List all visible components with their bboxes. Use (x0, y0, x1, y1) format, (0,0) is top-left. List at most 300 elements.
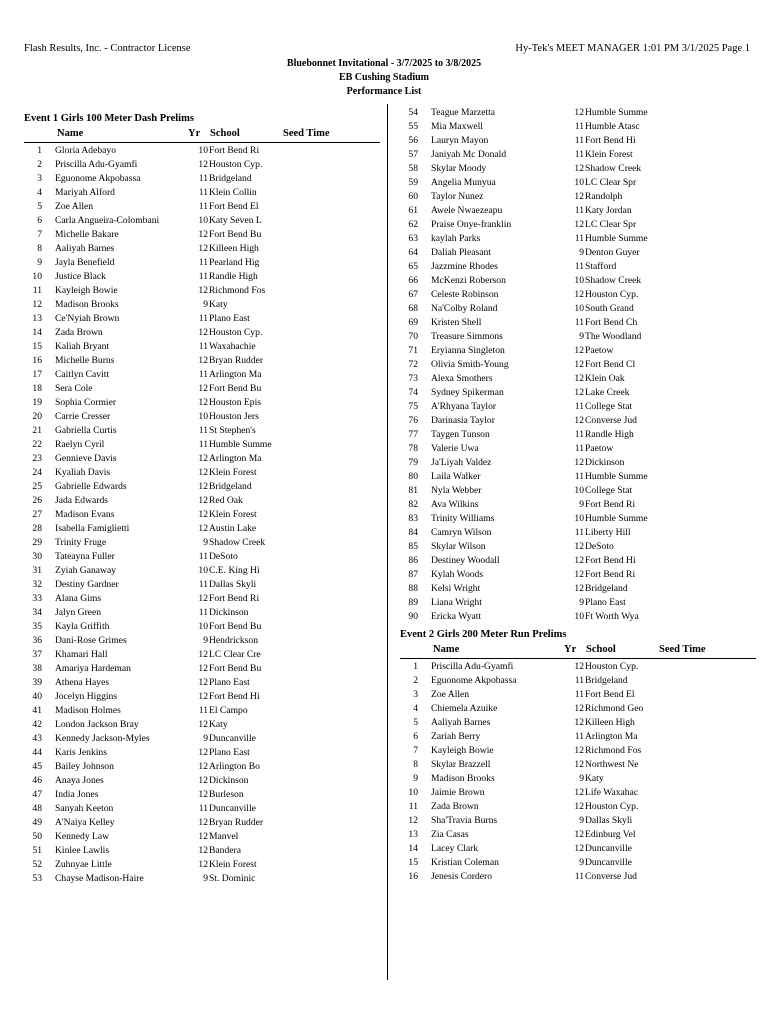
entry-number: 15 (32, 341, 42, 352)
school-name: Shadow Creek (209, 537, 266, 548)
school-name: Fort Bend El (585, 689, 635, 700)
entry-row (24, 592, 380, 606)
athlete-name: Ja'Liyah Valdez (431, 457, 492, 468)
entry-number: 76 (408, 415, 418, 426)
athlete-year: 11 (574, 401, 584, 412)
entry-row (400, 204, 756, 218)
school-name: Bridgeland (209, 173, 252, 184)
athlete-year: 11 (574, 233, 584, 244)
athlete-year: 11 (574, 121, 584, 132)
event-title: Event 1 Girls 100 Meter Dash Prelims (24, 113, 194, 124)
athlete-name: Zada Brown (431, 801, 479, 812)
athlete-name: Jazzmine Rhodes (431, 261, 498, 272)
entry-number: 3 (413, 689, 418, 700)
entry-number: 15 (408, 857, 418, 868)
entry-row (400, 176, 756, 190)
school-name: Fort Bend Hi (209, 691, 260, 702)
athlete-year: 12 (574, 583, 584, 594)
athlete-year: 11 (198, 705, 208, 716)
athlete-year: 11 (198, 607, 208, 618)
entry-row (400, 568, 756, 582)
school-name: Klein Oak (585, 373, 625, 384)
entry-row (24, 830, 380, 844)
athlete-name: Destiney Woodall (431, 555, 500, 566)
athlete-year: 12 (574, 661, 584, 672)
entry-number: 9 (37, 257, 42, 268)
athlete-year: 12 (198, 859, 208, 870)
school-name: Fort Bend Bu (209, 663, 262, 674)
school-name: Klein Forest (585, 149, 633, 160)
school-name: Killeen High (585, 717, 635, 728)
school-name: Fort Bend El (209, 201, 259, 212)
entry-row (400, 716, 756, 730)
entry-number: 8 (37, 243, 42, 254)
entry-number: 1 (37, 145, 42, 156)
entry-row (400, 288, 756, 302)
entry-number: 53 (32, 873, 42, 884)
school-name: Randolph (585, 191, 623, 202)
school-name: Bryan Rudder (209, 355, 264, 366)
school-name: LC Clear Spr (585, 177, 637, 188)
entry-number: 35 (32, 621, 42, 632)
entry-row (400, 702, 756, 716)
athlete-year: 9 (203, 873, 208, 884)
school-name: Bridgeland (585, 583, 628, 594)
entry-number: 21 (32, 425, 42, 436)
athlete-name: Ava Wilkins (431, 499, 479, 510)
entry-number: 46 (32, 775, 42, 786)
athlete-name: Sydney Spikerman (431, 387, 504, 398)
school-name: Plano East (209, 677, 250, 688)
header-right: Hy-Tek's MEET MANAGER 1:01 PM 3/1/2025 Page 1 (515, 43, 750, 54)
school-name: Dickinson (209, 775, 249, 786)
athlete-name: Bailey Johnson (55, 761, 114, 772)
entry-number: 51 (32, 845, 42, 856)
athlete-name: Taylor Nunez (431, 191, 484, 202)
school-name: Paetow (585, 345, 614, 356)
athlete-year: 11 (574, 261, 584, 272)
entry-row (24, 396, 380, 410)
school-name: Plano East (209, 313, 250, 324)
header-left: Flash Results, Inc. - Contractor License (24, 43, 191, 54)
venue: EB Cushing Stadium (338, 72, 430, 83)
entry-number: 14 (408, 843, 418, 854)
entry-row (24, 788, 380, 802)
entry-row (400, 316, 756, 330)
entry-row (24, 858, 380, 872)
entry-row (24, 340, 380, 354)
athlete-year: 10 (574, 275, 584, 286)
athlete-name: Trinity Fruge (55, 537, 107, 548)
athlete-year: 12 (198, 285, 208, 296)
athlete-year: 11 (574, 871, 584, 882)
athlete-year: 9 (579, 499, 584, 510)
athlete-year: 11 (198, 579, 208, 590)
school-name: Duncanville (209, 803, 256, 814)
entry-row (400, 674, 756, 688)
school-name: Richmond Fos (585, 745, 642, 756)
athlete-year: 12 (574, 387, 584, 398)
entry-number: 19 (32, 397, 42, 408)
athlete-name: Zada Brown (55, 327, 103, 338)
entry-row (24, 438, 380, 452)
school-name: Dallas Skyli (209, 579, 257, 590)
entry-row (400, 800, 756, 814)
entry-row (24, 172, 380, 186)
entry-row (400, 828, 756, 842)
entry-number: 49 (32, 817, 42, 828)
athlete-name: Kyaliah Davis (55, 467, 111, 478)
athlete-year: 11 (198, 257, 208, 268)
athlete-year: 12 (198, 663, 208, 674)
school-name: Richmond Fos (209, 285, 266, 296)
school-name: Converse Jud (585, 871, 637, 882)
school-name: Humble Summe (585, 513, 648, 524)
athlete-year: 12 (198, 327, 208, 338)
entry-row (400, 106, 756, 120)
entry-row (400, 120, 756, 134)
entry-number: 14 (32, 327, 42, 338)
entry-number: 39 (32, 677, 42, 688)
athlete-name: Aaliyah Barnes (431, 717, 491, 728)
col-name-header: Name (57, 128, 84, 139)
school-name: Austin Lake (209, 523, 257, 534)
school-name: Fort Bend Ri (209, 145, 260, 156)
entry-row (24, 536, 380, 550)
entry-number: 7 (37, 229, 42, 240)
entry-number: 28 (32, 523, 42, 534)
athlete-year: 12 (574, 289, 584, 300)
school-name: Fort Bend Ch (585, 317, 638, 328)
entry-number: 60 (408, 191, 418, 202)
athlete-year: 9 (203, 299, 208, 310)
athlete-year: 12 (198, 775, 208, 786)
athlete-year: 12 (574, 163, 584, 174)
athlete-name: Kayla Griffith (55, 621, 110, 632)
entry-number: 2 (413, 675, 418, 686)
school-name: Humble Summe (585, 471, 648, 482)
athlete-year: 11 (198, 201, 208, 212)
athlete-year: 10 (574, 303, 584, 314)
athlete-name: Kinlee Lawlis (55, 845, 110, 856)
athlete-year: 11 (574, 205, 584, 216)
entry-number: 23 (32, 453, 42, 464)
school-name: LC Clear Cre (209, 649, 261, 660)
athlete-year: 12 (574, 787, 584, 798)
athlete-year: 12 (198, 719, 208, 730)
entry-number: 7 (413, 745, 418, 756)
athlete-year: 9 (203, 537, 208, 548)
entry-row (24, 186, 380, 200)
entry-row (400, 414, 756, 428)
athlete-year: 11 (198, 341, 208, 352)
athlete-year: 12 (574, 801, 584, 812)
col-seed-header: Seed Time (283, 128, 330, 139)
school-name: Shadow Creek (585, 275, 642, 286)
athlete-year: 11 (574, 675, 584, 686)
school-name: Arlington Bo (209, 761, 260, 772)
entry-number: 77 (408, 429, 418, 440)
athlete-name: Zia Casas (431, 829, 469, 840)
school-name: El Campo (209, 705, 248, 716)
school-name: Shadow Creek (585, 163, 642, 174)
athlete-name: Laila Walker (431, 471, 481, 482)
athlete-year: 11 (198, 551, 208, 562)
entry-row (24, 452, 380, 466)
school-name: College Stat (585, 401, 633, 412)
school-name: Ft Worth Wya (585, 611, 639, 622)
athlete-year: 11 (574, 149, 584, 160)
athlete-name: Gabrielle Edwards (55, 481, 127, 492)
athlete-year: 12 (198, 355, 208, 366)
school-name: Burleson (209, 789, 244, 800)
entry-number: 70 (408, 331, 418, 342)
athlete-name: Skylar Wilson (431, 541, 486, 552)
entry-number: 27 (32, 509, 42, 520)
entry-number: 10 (408, 787, 418, 798)
entry-number: 73 (408, 373, 418, 384)
entry-row (400, 442, 756, 456)
entry-number: 6 (37, 215, 42, 226)
entry-row (400, 786, 756, 800)
entry-number: 65 (408, 261, 418, 272)
school-name: Houston Epis (209, 397, 261, 408)
athlete-year: 12 (198, 593, 208, 604)
entry-row (24, 424, 380, 438)
school-name: Life Waxahac (585, 787, 639, 798)
athlete-year: 9 (579, 331, 584, 342)
athlete-year: 12 (574, 843, 584, 854)
entry-row (400, 148, 756, 162)
athlete-name: Darinasia Taylor (431, 415, 495, 426)
athlete-year: 12 (198, 649, 208, 660)
athlete-name: Kylah Woods (431, 569, 484, 580)
athlete-year: 9 (579, 857, 584, 868)
entry-number: 6 (413, 731, 418, 742)
athlete-name: Valerie Uwa (431, 443, 479, 454)
athlete-year: 12 (574, 717, 584, 728)
athlete-name: Skylar Brazzell (431, 759, 491, 770)
entry-number: 42 (32, 719, 42, 730)
meet-title: Bluebonnet Invitational - 3/7/2025 to 3/8/2025 (286, 58, 482, 69)
entry-number: 1 (413, 661, 418, 672)
school-name: Dickinson (585, 457, 625, 468)
entry-number: 79 (408, 457, 418, 468)
school-name: Arlington Ma (209, 369, 262, 380)
athlete-year: 11 (574, 527, 584, 538)
entry-number: 68 (408, 303, 418, 314)
entry-row (24, 704, 380, 718)
athlete-name: Angelia Munyua (431, 177, 496, 188)
school-name: Humble Summe (209, 439, 272, 450)
entry-number: 38 (32, 663, 42, 674)
athlete-year: 12 (198, 453, 208, 464)
athlete-year: 12 (574, 359, 584, 370)
entry-number: 10 (32, 271, 42, 282)
school-name: Arlington Ma (209, 453, 262, 464)
entry-row (400, 814, 756, 828)
athlete-year: 9 (579, 815, 584, 826)
athlete-name: Praise Onye-franklin (431, 219, 512, 230)
entry-number: 90 (408, 611, 418, 622)
entry-row (24, 816, 380, 830)
entry-row (24, 326, 380, 340)
school-name: Houston Cyp. (209, 159, 263, 170)
athlete-year: 12 (198, 831, 208, 842)
school-name: Fort Bend Ri (585, 569, 636, 580)
entry-row (400, 134, 756, 148)
entry-number: 29 (32, 537, 42, 548)
school-name: C.E. King Hi (209, 565, 260, 576)
entry-row (24, 760, 380, 774)
col-yr-header: Yr (564, 644, 577, 655)
athlete-name: Priscilla Adu-Gyamfi (55, 159, 138, 170)
athlete-name: Lacey Clark (431, 843, 479, 854)
athlete-year: 12 (574, 345, 584, 356)
entry-number: 9 (413, 773, 418, 784)
school-name: Katy (209, 299, 228, 310)
entry-number: 32 (32, 579, 42, 590)
entry-number: 84 (408, 527, 418, 538)
athlete-year: 12 (198, 691, 208, 702)
athlete-year: 12 (198, 243, 208, 254)
athlete-year: 11 (574, 471, 584, 482)
athlete-name: Michelle Burns (55, 355, 115, 366)
athlete-year: 10 (574, 485, 584, 496)
athlete-name: Jenesis Cordero (431, 871, 493, 882)
school-name: Dallas Skyli (585, 815, 633, 826)
entry-row (400, 498, 756, 512)
school-name: Houston Cyp. (209, 327, 263, 338)
entry-row (24, 368, 380, 382)
entry-row (400, 302, 756, 316)
athlete-name: Zariah Berry (431, 731, 481, 742)
school-name: Manvel (209, 831, 239, 842)
athlete-name: Gennieve Davis (55, 453, 117, 464)
athlete-year: 11 (198, 313, 208, 324)
event-title: Event 2 Girls 200 Meter Run Prelims (400, 629, 567, 640)
school-name: Fort Bend Hi (585, 555, 636, 566)
entry-row (400, 218, 756, 232)
athlete-year: 11 (574, 443, 584, 454)
entry-number: 40 (32, 691, 42, 702)
athlete-name: Daliah Pleasant (431, 247, 491, 258)
athlete-name: Mariyah Alford (55, 187, 115, 198)
school-name: LC Clear Spr (585, 219, 637, 230)
athlete-name: Anaya Jones (55, 775, 104, 786)
entry-number: 59 (408, 177, 418, 188)
entry-row (24, 410, 380, 424)
entry-number: 30 (32, 551, 42, 562)
entry-row (400, 772, 756, 786)
athlete-name: Priscilla Adu-Gyamfi (431, 661, 514, 672)
entry-row (400, 526, 756, 540)
entry-row (24, 676, 380, 690)
athlete-name: Kaliah Bryant (55, 341, 110, 352)
entry-row (24, 732, 380, 746)
entry-row (400, 540, 756, 554)
entry-row (24, 550, 380, 564)
athlete-name: Raelyn Cyril (55, 439, 105, 450)
athlete-name: Na'Colby Roland (431, 303, 498, 314)
column-header (400, 644, 756, 659)
athlete-year: 12 (198, 761, 208, 772)
entry-row (400, 428, 756, 442)
entry-row (24, 620, 380, 634)
school-name: Liberty Hill (585, 527, 631, 538)
athlete-year: 11 (574, 731, 584, 742)
athlete-year: 9 (203, 733, 208, 744)
athlete-year: 12 (574, 541, 584, 552)
athlete-name: Destiny Gardner (55, 579, 119, 590)
athlete-name: Zuhnyae Little (55, 859, 112, 870)
school-name: Klein Forest (209, 467, 257, 478)
athlete-name: McKenzi Roberson (431, 275, 506, 286)
athlete-year: 12 (574, 373, 584, 384)
athlete-name: Lauryn Mayon (431, 135, 489, 146)
entry-row (400, 870, 756, 884)
entry-number: 69 (408, 317, 418, 328)
school-name: The Woodland (585, 331, 642, 342)
athlete-name: Ericka Wyatt (431, 611, 482, 622)
school-name: Plano East (209, 747, 250, 758)
column-divider (387, 104, 388, 980)
athlete-year: 12 (574, 457, 584, 468)
entry-number: 85 (408, 541, 418, 552)
entry-number: 11 (32, 285, 42, 296)
athlete-name: Kelsi Wright (431, 583, 481, 594)
athlete-name: Athena Hayes (55, 677, 110, 688)
entry-number: 12 (32, 299, 42, 310)
athlete-name: India Jones (55, 789, 99, 800)
athlete-name: Jayla Benefield (55, 257, 115, 268)
entry-number: 34 (32, 607, 42, 618)
athlete-name: Janiyah Mc Donald (431, 149, 507, 160)
athlete-year: 10 (198, 215, 208, 226)
entry-row (400, 386, 756, 400)
school-name: Fort Bend Cl (585, 359, 636, 370)
school-name: Plano East (585, 597, 626, 608)
school-name: Klein Collin (209, 187, 257, 198)
entry-row (400, 400, 756, 414)
entry-number: 4 (413, 703, 418, 714)
athlete-name: Madison Brooks (55, 299, 119, 310)
athlete-name: Isabella Famiglietti (55, 523, 130, 534)
school-name: Katy (209, 719, 228, 730)
athlete-year: 10 (198, 145, 208, 156)
school-name: Houston Jers (209, 411, 259, 422)
entry-number: 5 (413, 717, 418, 728)
athlete-year: 12 (198, 789, 208, 800)
entry-number: 8 (413, 759, 418, 770)
entry-row (400, 744, 756, 758)
entry-number: 89 (408, 597, 418, 608)
athlete-name: Madison Holmes (55, 705, 121, 716)
school-name: Bryan Rudder (209, 817, 264, 828)
entry-row (400, 582, 756, 596)
entry-row (24, 508, 380, 522)
entry-number: 25 (32, 481, 42, 492)
athlete-name: Ce'Nyiah Brown (55, 313, 120, 324)
athlete-year: 11 (198, 803, 208, 814)
athlete-year: 12 (198, 509, 208, 520)
entry-row (24, 648, 380, 662)
athlete-year: 11 (198, 271, 208, 282)
athlete-name: Sanyah Keeton (55, 803, 114, 814)
athlete-name: A'Naiya Kelley (55, 817, 115, 828)
school-name: Humble Summe (585, 233, 648, 244)
entry-number: 13 (408, 829, 418, 840)
